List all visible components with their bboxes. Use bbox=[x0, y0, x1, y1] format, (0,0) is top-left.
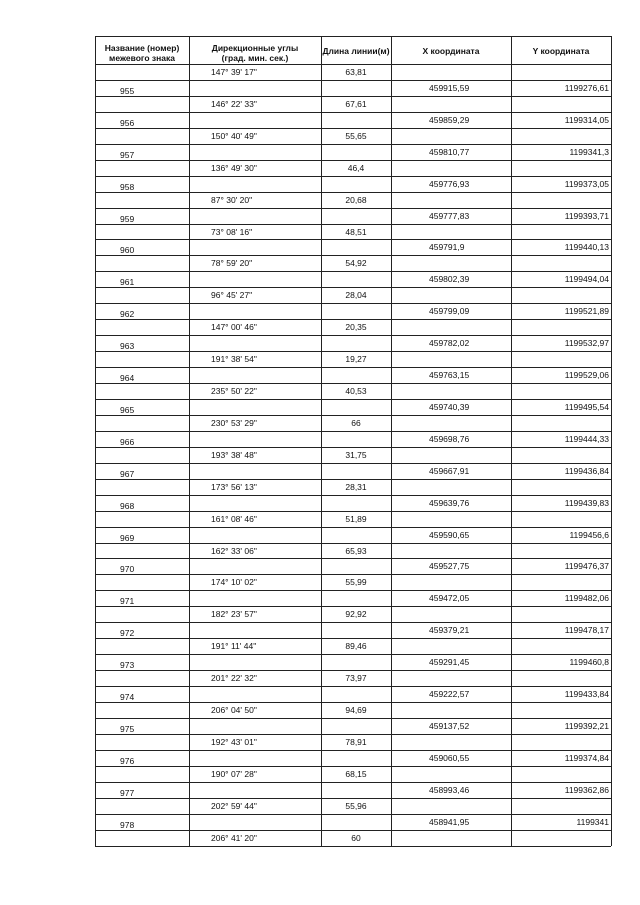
point-x: 459810,77 bbox=[429, 147, 470, 157]
point-row-line bbox=[95, 160, 189, 161]
segment-angle: 136° 49' 30" bbox=[211, 163, 257, 173]
point-name: 975 bbox=[120, 724, 135, 734]
point-y: 1199440,13 bbox=[564, 242, 609, 252]
point-row-line bbox=[391, 574, 611, 575]
point-row-line bbox=[391, 255, 611, 256]
point-y: 1199495,54 bbox=[564, 402, 609, 412]
point-row-line bbox=[95, 224, 189, 225]
point-row-line bbox=[95, 782, 189, 783]
point-row-line bbox=[95, 319, 189, 320]
point-y: 1199276,61 bbox=[564, 83, 609, 93]
segment-length: 78,91 bbox=[345, 737, 367, 747]
point-row-line bbox=[391, 495, 611, 496]
segment-row-line bbox=[189, 303, 391, 304]
segment-angle: 202° 59' 44" bbox=[211, 801, 257, 811]
point-x: 459791,9 bbox=[429, 242, 465, 252]
segment-row-line bbox=[189, 638, 391, 639]
point-name: 964 bbox=[120, 373, 135, 383]
segment-angle: 96° 45' 27" bbox=[211, 290, 253, 300]
segment-length: 60 bbox=[351, 833, 361, 843]
point-row-line bbox=[391, 479, 611, 480]
point-row-line bbox=[391, 303, 611, 304]
point-row-line bbox=[95, 798, 189, 799]
point-row-line bbox=[391, 718, 611, 719]
point-x: 459782,02 bbox=[429, 338, 470, 348]
point-row-line bbox=[391, 543, 611, 544]
point-name: 973 bbox=[120, 660, 135, 670]
point-row-line bbox=[95, 606, 189, 607]
segment-row-line bbox=[189, 96, 391, 97]
point-x: 459060,55 bbox=[429, 753, 470, 763]
point-y: 1199374,84 bbox=[564, 753, 609, 763]
segment-row-line bbox=[189, 271, 391, 272]
point-row-line bbox=[391, 224, 611, 225]
column-divider bbox=[511, 36, 512, 846]
segment-row-line bbox=[189, 511, 391, 512]
point-row-line bbox=[95, 80, 189, 81]
header-name bbox=[95, 43, 189, 63]
segment-angle: 150° 40' 49" bbox=[211, 131, 257, 141]
point-row-line bbox=[95, 271, 189, 272]
segment-row-line bbox=[189, 686, 391, 687]
point-x: 459137,52 bbox=[429, 721, 470, 731]
point-y: 1199341,3 bbox=[569, 147, 609, 157]
segment-row-line bbox=[189, 750, 391, 751]
segment-row-line bbox=[189, 383, 391, 384]
point-name: 958 bbox=[120, 182, 135, 192]
point-row-line bbox=[391, 431, 611, 432]
segment-length: 55,99 bbox=[345, 577, 367, 587]
segment-angle: 230° 53' 29" bbox=[211, 418, 257, 428]
point-name: 962 bbox=[120, 309, 135, 319]
segment-row-line bbox=[189, 144, 391, 145]
point-y: 1199494,04 bbox=[564, 274, 609, 284]
point-x: 459667,91 bbox=[429, 466, 470, 476]
point-y: 1199532,97 bbox=[564, 338, 609, 348]
point-y: 1199436,84 bbox=[564, 466, 609, 476]
point-row-line bbox=[391, 686, 611, 687]
segment-row-line bbox=[189, 766, 391, 767]
segment-length: 66 bbox=[351, 418, 361, 428]
point-row-line bbox=[391, 447, 611, 448]
point-x: 459379,21 bbox=[429, 625, 470, 635]
segment-row-line bbox=[189, 543, 391, 544]
point-row-line bbox=[391, 144, 611, 145]
point-name: 963 bbox=[120, 341, 135, 351]
segment-length: 20,35 bbox=[345, 322, 367, 332]
point-row-line bbox=[391, 830, 611, 831]
point-row-line bbox=[95, 112, 189, 113]
segment-length: 55,96 bbox=[345, 801, 367, 811]
point-row-line bbox=[391, 192, 611, 193]
point-name: 976 bbox=[120, 756, 135, 766]
point-row-line bbox=[391, 654, 611, 655]
segment-row-line bbox=[189, 654, 391, 655]
column-divider bbox=[391, 36, 392, 846]
header-angle bbox=[189, 43, 321, 63]
point-row-line bbox=[391, 463, 611, 464]
point-row-line bbox=[391, 527, 611, 528]
segment-row-line bbox=[189, 335, 391, 336]
point-name: 956 bbox=[120, 118, 135, 128]
point-row-line bbox=[391, 734, 611, 735]
segment-row-line bbox=[189, 239, 391, 240]
column-divider bbox=[321, 36, 322, 846]
point-row-line bbox=[391, 670, 611, 671]
segment-row-line bbox=[189, 590, 391, 591]
point-row-line bbox=[391, 160, 611, 161]
segment-row-line bbox=[189, 224, 391, 225]
point-row-line bbox=[391, 766, 611, 767]
point-name: 960 bbox=[120, 245, 135, 255]
segment-row-line bbox=[189, 255, 391, 256]
point-row-line bbox=[95, 702, 189, 703]
point-row-line bbox=[391, 176, 611, 177]
point-row-line bbox=[95, 830, 189, 831]
point-row-line bbox=[95, 495, 189, 496]
point-row-line bbox=[95, 750, 189, 751]
point-y: 1199392,21 bbox=[564, 721, 609, 731]
segment-row-line bbox=[189, 495, 391, 496]
segment-row-line bbox=[189, 622, 391, 623]
point-y: 1199478,17 bbox=[564, 625, 609, 635]
header-name-line2: межевого знака bbox=[109, 53, 175, 63]
point-row-line bbox=[391, 96, 611, 97]
segment-angle: 235° 50' 22" bbox=[211, 386, 257, 396]
segment-row-line bbox=[189, 431, 391, 432]
point-row-line bbox=[391, 782, 611, 783]
point-x: 459777,83 bbox=[429, 211, 470, 221]
segment-length: 94,69 bbox=[345, 705, 367, 715]
point-name: 957 bbox=[120, 150, 135, 160]
segment-length: 28,31 bbox=[345, 482, 367, 492]
point-y: 1199460,8 bbox=[569, 657, 609, 667]
segment-length: 19,27 bbox=[345, 354, 367, 364]
point-row-line bbox=[95, 558, 189, 559]
point-row-line bbox=[95, 590, 189, 591]
column-divider bbox=[611, 36, 612, 846]
point-y: 1199314,05 bbox=[564, 115, 609, 125]
point-row-line bbox=[95, 463, 189, 464]
point-row-line bbox=[95, 574, 189, 575]
segment-length: 28,04 bbox=[345, 290, 367, 300]
point-row-line bbox=[95, 686, 189, 687]
point-x: 459472,05 bbox=[429, 593, 470, 603]
point-row-line bbox=[391, 399, 611, 400]
segment-angle: 206° 04' 50" bbox=[211, 705, 257, 715]
point-name: 955 bbox=[120, 86, 135, 96]
header-angle-line2: (град. мин. сек.) bbox=[221, 53, 289, 63]
segment-row-line bbox=[189, 527, 391, 528]
point-name: 968 bbox=[120, 501, 135, 511]
point-y: 1199521,89 bbox=[564, 306, 609, 316]
point-row-line bbox=[391, 271, 611, 272]
point-row-line bbox=[391, 590, 611, 591]
point-row-line bbox=[391, 287, 611, 288]
point-row-line bbox=[391, 128, 611, 129]
point-x: 459222,57 bbox=[429, 689, 470, 699]
point-row-line bbox=[95, 766, 189, 767]
point-row-line bbox=[95, 718, 189, 719]
point-row-line bbox=[391, 606, 611, 607]
segment-row-line bbox=[189, 192, 391, 193]
segment-angle: 73° 08' 16" bbox=[211, 227, 253, 237]
point-name: 972 bbox=[120, 628, 135, 638]
segment-angle: 161° 08' 46" bbox=[211, 514, 257, 524]
point-y: 1199362,86 bbox=[564, 785, 609, 795]
segment-row-line bbox=[189, 415, 391, 416]
point-row-line bbox=[391, 367, 611, 368]
point-row-line bbox=[95, 303, 189, 304]
point-row-line bbox=[391, 383, 611, 384]
point-x: 459776,93 bbox=[429, 179, 470, 189]
segment-length: 20,68 bbox=[345, 195, 367, 205]
point-name: 974 bbox=[120, 692, 135, 702]
point-y: 1199439,83 bbox=[564, 498, 609, 508]
segment-row-line bbox=[189, 798, 391, 799]
point-row-line bbox=[391, 558, 611, 559]
segment-row-line bbox=[189, 287, 391, 288]
point-x: 458941,95 bbox=[429, 817, 470, 827]
table-bottom-border bbox=[95, 846, 611, 847]
point-name: 965 bbox=[120, 405, 135, 415]
point-row-line bbox=[95, 814, 189, 815]
segment-angle: 182° 23' 57" bbox=[211, 609, 257, 619]
segment-row-line bbox=[189, 574, 391, 575]
point-row-line bbox=[95, 128, 189, 129]
point-row-line bbox=[95, 734, 189, 735]
segment-row-line bbox=[189, 80, 391, 81]
point-x: 459639,76 bbox=[429, 498, 470, 508]
segment-row-line bbox=[189, 447, 391, 448]
segment-row-line bbox=[189, 463, 391, 464]
segment-row-line bbox=[189, 160, 391, 161]
segment-row-line bbox=[189, 176, 391, 177]
point-y: 1199341 bbox=[576, 817, 609, 827]
point-row-line bbox=[391, 319, 611, 320]
point-y: 1199433,84 bbox=[564, 689, 609, 699]
point-name: 971 bbox=[120, 596, 135, 606]
point-row-line bbox=[391, 112, 611, 113]
point-x: 459802,39 bbox=[429, 274, 470, 284]
point-row-line bbox=[391, 511, 611, 512]
segment-length: 65,93 bbox=[345, 546, 367, 556]
point-y: 1199393,71 bbox=[564, 211, 609, 221]
segment-length: 73,97 bbox=[345, 673, 367, 683]
point-row-line bbox=[95, 176, 189, 177]
point-row-line bbox=[391, 798, 611, 799]
column-divider bbox=[189, 36, 190, 846]
segment-angle: 147° 00' 46" bbox=[211, 322, 257, 332]
segment-angle: 201° 22' 32" bbox=[211, 673, 257, 683]
segment-row-line bbox=[189, 112, 391, 113]
segment-row-line bbox=[189, 782, 391, 783]
point-row-line bbox=[95, 399, 189, 400]
point-row-line bbox=[95, 287, 189, 288]
point-row-line bbox=[391, 80, 611, 81]
point-row-line bbox=[95, 527, 189, 528]
segment-length: 92,92 bbox=[345, 609, 367, 619]
point-x: 459698,76 bbox=[429, 434, 470, 444]
point-row-line bbox=[95, 144, 189, 145]
point-row-line bbox=[95, 335, 189, 336]
segment-length: 68,15 bbox=[345, 769, 367, 779]
header-y: Y координата bbox=[532, 46, 590, 56]
point-name: 966 bbox=[120, 437, 135, 447]
point-name: 977 bbox=[120, 788, 135, 798]
segment-row-line bbox=[189, 367, 391, 368]
segment-row-line bbox=[189, 830, 391, 831]
point-row-line bbox=[95, 431, 189, 432]
point-y: 1199444,33 bbox=[564, 434, 609, 444]
segment-angle: 174° 10' 02" bbox=[211, 577, 257, 587]
point-y: 1199456,6 bbox=[569, 530, 609, 540]
point-name: 961 bbox=[120, 277, 135, 287]
header-bottom-border bbox=[95, 64, 611, 65]
header-angle-line1: Дирекционные углы bbox=[211, 43, 299, 53]
segment-angle: 146° 22' 33" bbox=[211, 99, 257, 109]
point-row-line bbox=[95, 208, 189, 209]
segment-row-line bbox=[189, 208, 391, 209]
point-row-line bbox=[95, 511, 189, 512]
segment-row-line bbox=[189, 399, 391, 400]
point-row-line bbox=[391, 622, 611, 623]
point-row-line bbox=[95, 367, 189, 368]
segment-angle: 191° 11' 44" bbox=[211, 641, 257, 651]
point-name: 969 bbox=[120, 533, 135, 543]
segment-row-line bbox=[189, 558, 391, 559]
point-row-line bbox=[95, 654, 189, 655]
point-row-line bbox=[95, 383, 189, 384]
point-row-line bbox=[391, 638, 611, 639]
segment-angle: 78° 59' 20" bbox=[211, 258, 253, 268]
segment-angle: 193° 38' 48" bbox=[211, 450, 257, 460]
segment-row-line bbox=[189, 479, 391, 480]
segment-length: 40,53 bbox=[345, 386, 367, 396]
column-divider bbox=[95, 36, 96, 846]
point-name: 978 bbox=[120, 820, 135, 830]
segment-length: 55,65 bbox=[345, 131, 367, 141]
point-y: 1199373,05 bbox=[564, 179, 609, 189]
point-row-line bbox=[391, 750, 611, 751]
point-row-line bbox=[95, 622, 189, 623]
segment-angle: 173° 56' 13" bbox=[211, 482, 257, 492]
segment-row-line bbox=[189, 606, 391, 607]
point-x: 459915,59 bbox=[429, 83, 470, 93]
segment-row-line bbox=[189, 702, 391, 703]
header-name-line1: Название (номер) bbox=[104, 43, 180, 53]
segment-length: 54,92 bbox=[345, 258, 367, 268]
point-x: 459291,45 bbox=[429, 657, 470, 667]
segment-length: 67,61 bbox=[345, 99, 367, 109]
point-row-line bbox=[95, 415, 189, 416]
segment-angle: 191° 38' 54" bbox=[211, 354, 257, 364]
segment-length: 51,89 bbox=[345, 514, 367, 524]
point-row-line bbox=[95, 255, 189, 256]
table-top-border bbox=[95, 36, 611, 37]
segment-angle: 147° 39' 17" bbox=[211, 67, 257, 77]
point-x: 459590,65 bbox=[429, 530, 470, 540]
point-row-line bbox=[95, 351, 189, 352]
segment-angle: 206° 41' 20" bbox=[211, 833, 257, 843]
point-row-line bbox=[95, 192, 189, 193]
point-y: 1199529,06 bbox=[564, 370, 609, 380]
segment-angle: 162° 33' 06" bbox=[211, 546, 257, 556]
point-row-line bbox=[95, 239, 189, 240]
point-y: 1199482,06 bbox=[564, 593, 609, 603]
point-row-line bbox=[391, 208, 611, 209]
segment-length: 31,75 bbox=[345, 450, 367, 460]
header-x: X координата bbox=[422, 46, 480, 56]
segment-length: 89,46 bbox=[345, 641, 367, 651]
point-row-line bbox=[391, 415, 611, 416]
point-row-line bbox=[391, 702, 611, 703]
segment-length: 63,81 bbox=[345, 67, 367, 77]
point-x: 459527,75 bbox=[429, 561, 470, 571]
segment-row-line bbox=[189, 351, 391, 352]
point-row-line bbox=[95, 543, 189, 544]
point-row-line bbox=[95, 638, 189, 639]
segment-length: 46,4 bbox=[347, 163, 365, 173]
point-row-line bbox=[95, 96, 189, 97]
point-row-line bbox=[391, 814, 611, 815]
point-row-line bbox=[391, 239, 611, 240]
point-x: 459799,09 bbox=[429, 306, 470, 316]
segment-angle: 87° 30' 20" bbox=[211, 195, 253, 205]
point-row-line bbox=[95, 447, 189, 448]
header-length: Длина линии(м) bbox=[322, 46, 390, 56]
point-row-line bbox=[391, 351, 611, 352]
segment-row-line bbox=[189, 128, 391, 129]
segment-row-line bbox=[189, 814, 391, 815]
point-row-line bbox=[95, 479, 189, 480]
point-name: 970 bbox=[120, 564, 135, 574]
segment-row-line bbox=[189, 319, 391, 320]
point-name: 959 bbox=[120, 214, 135, 224]
point-name: 967 bbox=[120, 469, 135, 479]
point-x: 458993,46 bbox=[429, 785, 470, 795]
segment-angle: 190° 07' 28" bbox=[211, 769, 257, 779]
point-x: 459859,29 bbox=[429, 115, 470, 125]
point-row-line bbox=[95, 670, 189, 671]
point-y: 1199476,37 bbox=[564, 561, 609, 571]
segment-row-line bbox=[189, 734, 391, 735]
point-row-line bbox=[391, 335, 611, 336]
point-x: 459740,39 bbox=[429, 402, 470, 412]
segment-angle: 192° 43' 01" bbox=[211, 737, 257, 747]
point-x: 459763,15 bbox=[429, 370, 470, 380]
segment-row-line bbox=[189, 670, 391, 671]
segment-row-line bbox=[189, 718, 391, 719]
segment-length: 48,51 bbox=[345, 227, 367, 237]
